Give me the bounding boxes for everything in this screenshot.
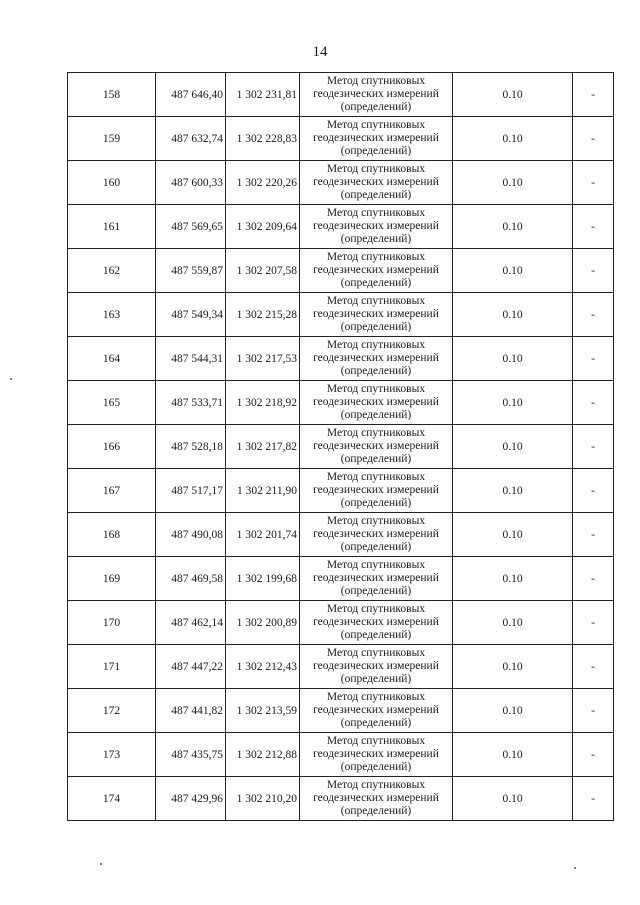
- page-number: 14: [312, 44, 328, 60]
- method-line: (определений): [340, 277, 412, 289]
- point-number-cell: 171: [68, 645, 156, 689]
- note-cell: -: [573, 293, 614, 337]
- y-coordinate-cell: 1 302 212,43: [226, 645, 300, 689]
- y-coordinate-cell: 1 302 231,81: [226, 73, 300, 117]
- accuracy-cell: 0.10: [453, 733, 573, 777]
- method-cell: [300, 733, 453, 777]
- accuracy-cell: 0.10: [453, 205, 573, 249]
- method-line: геодезических измерений: [313, 220, 439, 232]
- method-line: Метод спутниковых: [326, 427, 426, 439]
- y-coordinate-cell: 1 302 218,92: [226, 381, 300, 425]
- accuracy-cell: 0.10: [453, 381, 573, 425]
- table-row: [68, 337, 614, 381]
- note-cell: -: [573, 557, 614, 601]
- note-cell: -: [573, 601, 614, 645]
- note-cell: -: [573, 117, 614, 161]
- table-row: [68, 117, 614, 161]
- method-line: Метод спутниковых: [326, 559, 426, 571]
- table-row: [68, 425, 614, 469]
- note-cell: -: [573, 161, 614, 205]
- method-line: (определений): [340, 629, 412, 641]
- accuracy-cell: 0.10: [453, 249, 573, 293]
- coordinates-table: [67, 72, 614, 821]
- method-line: геодезических измерений: [313, 748, 439, 760]
- method-cell: [300, 557, 453, 601]
- method-line: Метод спутниковых: [326, 691, 426, 703]
- method-cell: [300, 777, 453, 821]
- accuracy-cell: 0.10: [453, 161, 573, 205]
- accuracy-cell: 0.10: [453, 293, 573, 337]
- method-cell: [300, 601, 453, 645]
- method-line: Метод спутниковых: [326, 163, 426, 175]
- note-cell: -: [573, 513, 614, 557]
- note-cell: -: [573, 381, 614, 425]
- x-coordinate-cell: 487 632,74: [156, 117, 226, 161]
- method-line: Метод спутниковых: [326, 383, 426, 395]
- method-line: (определений): [340, 409, 412, 421]
- method-line: (определений): [340, 497, 412, 509]
- method-line: геодезических измерений: [313, 264, 439, 276]
- x-coordinate-cell: 487 447,22: [156, 645, 226, 689]
- note-cell: -: [573, 469, 614, 513]
- method-cell: [300, 73, 453, 117]
- method-cell: [300, 425, 453, 469]
- y-coordinate-cell: 1 302 207,58: [226, 249, 300, 293]
- accuracy-cell: 0.10: [453, 689, 573, 733]
- accuracy-cell: 0.10: [453, 601, 573, 645]
- method-cell: [300, 689, 453, 733]
- method-line: (определений): [340, 145, 412, 157]
- method-line: (определений): [340, 585, 412, 597]
- y-coordinate-cell: 1 302 211,90: [226, 469, 300, 513]
- method-line: (определений): [340, 717, 412, 729]
- y-coordinate-cell: 1 302 217,82: [226, 425, 300, 469]
- table-row: [68, 777, 614, 821]
- point-number-cell: 158: [68, 73, 156, 117]
- method-line: геодезических измерений: [313, 396, 439, 408]
- point-number-cell: 170: [68, 601, 156, 645]
- method-cell: [300, 205, 453, 249]
- y-coordinate-cell: 1 302 220,26: [226, 161, 300, 205]
- scan-speck: [10, 378, 12, 380]
- accuracy-cell: 0.10: [453, 645, 573, 689]
- table-row: [68, 645, 614, 689]
- method-line: (определений): [340, 453, 412, 465]
- method-line: (определений): [340, 761, 412, 773]
- method-cell: [300, 249, 453, 293]
- note-cell: -: [573, 425, 614, 469]
- point-number-cell: 161: [68, 205, 156, 249]
- table-row: [68, 73, 614, 117]
- accuracy-cell: 0.10: [453, 425, 573, 469]
- method-line: (определений): [340, 189, 412, 201]
- accuracy-cell: 0.10: [453, 117, 573, 161]
- method-line: Метод спутниковых: [326, 251, 426, 263]
- accuracy-cell: 0.10: [453, 469, 573, 513]
- method-line: Метод спутниковых: [326, 295, 426, 307]
- method-line: Метод спутниковых: [326, 471, 426, 483]
- table-row: [68, 513, 614, 557]
- method-cell: [300, 161, 453, 205]
- x-coordinate-cell: 487 646,40: [156, 73, 226, 117]
- accuracy-cell: 0.10: [453, 337, 573, 381]
- point-number-cell: 168: [68, 513, 156, 557]
- method-line: геодезических измерений: [313, 792, 439, 804]
- method-line: геодезических измерений: [313, 352, 439, 364]
- x-coordinate-cell: 487 559,87: [156, 249, 226, 293]
- table-row: [68, 469, 614, 513]
- accuracy-cell: 0.10: [453, 73, 573, 117]
- table-row: [68, 249, 614, 293]
- x-coordinate-cell: 487 517,17: [156, 469, 226, 513]
- y-coordinate-cell: 1 302 228,83: [226, 117, 300, 161]
- method-cell: [300, 513, 453, 557]
- note-cell: -: [573, 645, 614, 689]
- x-coordinate-cell: 487 569,65: [156, 205, 226, 249]
- method-line: геодезических измерений: [313, 528, 439, 540]
- method-line: геодезических измерений: [313, 616, 439, 628]
- y-coordinate-cell: 1 302 201,74: [226, 513, 300, 557]
- x-coordinate-cell: 487 528,18: [156, 425, 226, 469]
- table-row: [68, 293, 614, 337]
- method-line: Метод спутниковых: [326, 207, 426, 219]
- table-row: [68, 205, 614, 249]
- y-coordinate-cell: 1 302 209,64: [226, 205, 300, 249]
- method-line: Метод спутниковых: [326, 75, 426, 87]
- scan-speck: [574, 867, 576, 869]
- point-number-cell: 163: [68, 293, 156, 337]
- coordinates-table-body: [68, 73, 614, 821]
- y-coordinate-cell: 1 302 217,53: [226, 337, 300, 381]
- point-number-cell: 166: [68, 425, 156, 469]
- method-line: геодезических измерений: [313, 572, 439, 584]
- table-row: [68, 733, 614, 777]
- point-number-cell: 174: [68, 777, 156, 821]
- y-coordinate-cell: 1 302 210,20: [226, 777, 300, 821]
- method-line: геодезических измерений: [313, 176, 439, 188]
- x-coordinate-cell: 487 441,82: [156, 689, 226, 733]
- method-line: Метод спутниковых: [326, 735, 426, 747]
- point-number-cell: 164: [68, 337, 156, 381]
- table-row: [68, 689, 614, 733]
- note-cell: -: [573, 733, 614, 777]
- point-number-cell: 172: [68, 689, 156, 733]
- table-row: [68, 601, 614, 645]
- accuracy-cell: 0.10: [453, 777, 573, 821]
- point-number-cell: 162: [68, 249, 156, 293]
- x-coordinate-cell: 487 549,34: [156, 293, 226, 337]
- method-cell: [300, 117, 453, 161]
- method-line: Метод спутниковых: [326, 515, 426, 527]
- x-coordinate-cell: 487 435,75: [156, 733, 226, 777]
- method-line: (определений): [340, 541, 412, 553]
- note-cell: -: [573, 249, 614, 293]
- y-coordinate-cell: 1 302 213,59: [226, 689, 300, 733]
- point-number-cell: 160: [68, 161, 156, 205]
- y-coordinate-cell: 1 302 212,88: [226, 733, 300, 777]
- note-cell: -: [573, 73, 614, 117]
- method-line: геодезических измерений: [313, 308, 439, 320]
- method-cell: [300, 337, 453, 381]
- accuracy-cell: 0.10: [453, 513, 573, 557]
- note-cell: -: [573, 337, 614, 381]
- point-number-cell: 173: [68, 733, 156, 777]
- note-cell: -: [573, 205, 614, 249]
- method-line: Метод спутниковых: [326, 339, 426, 351]
- table-row: [68, 161, 614, 205]
- accuracy-cell: 0.10: [453, 557, 573, 601]
- method-line: геодезических измерений: [313, 704, 439, 716]
- note-cell: -: [573, 777, 614, 821]
- method-line: (определений): [340, 673, 412, 685]
- method-line: Метод спутниковых: [326, 603, 426, 615]
- method-line: (определений): [340, 321, 412, 333]
- method-line: Метод спутниковых: [326, 119, 426, 131]
- method-line: Метод спутниковых: [326, 647, 426, 659]
- method-line: геодезических измерений: [313, 88, 439, 100]
- x-coordinate-cell: 487 429,96: [156, 777, 226, 821]
- note-cell: -: [573, 689, 614, 733]
- x-coordinate-cell: 487 469,58: [156, 557, 226, 601]
- point-number-cell: 169: [68, 557, 156, 601]
- scan-speck: [100, 863, 102, 865]
- method-line: (определений): [340, 805, 412, 817]
- method-line: геодезических измерений: [313, 440, 439, 452]
- method-cell: [300, 469, 453, 513]
- method-cell: [300, 293, 453, 337]
- x-coordinate-cell: 487 462,14: [156, 601, 226, 645]
- table-row: [68, 557, 614, 601]
- method-line: геодезических измерений: [313, 132, 439, 144]
- x-coordinate-cell: 487 490,08: [156, 513, 226, 557]
- y-coordinate-cell: 1 302 215,28: [226, 293, 300, 337]
- point-number-cell: 159: [68, 117, 156, 161]
- y-coordinate-cell: 1 302 199,68: [226, 557, 300, 601]
- point-number-cell: 165: [68, 381, 156, 425]
- method-cell: [300, 645, 453, 689]
- x-coordinate-cell: 487 533,71: [156, 381, 226, 425]
- method-line: (определений): [340, 365, 412, 377]
- x-coordinate-cell: 487 544,31: [156, 337, 226, 381]
- method-line: геодезических измерений: [313, 484, 439, 496]
- table-row: [68, 381, 614, 425]
- method-line: (определений): [340, 233, 412, 245]
- point-number-cell: 167: [68, 469, 156, 513]
- x-coordinate-cell: 487 600,33: [156, 161, 226, 205]
- method-line: геодезических измерений: [313, 660, 439, 672]
- method-line: (определений): [340, 101, 412, 113]
- method-line: Метод спутниковых: [326, 779, 426, 791]
- method-cell: [300, 381, 453, 425]
- y-coordinate-cell: 1 302 200,89: [226, 601, 300, 645]
